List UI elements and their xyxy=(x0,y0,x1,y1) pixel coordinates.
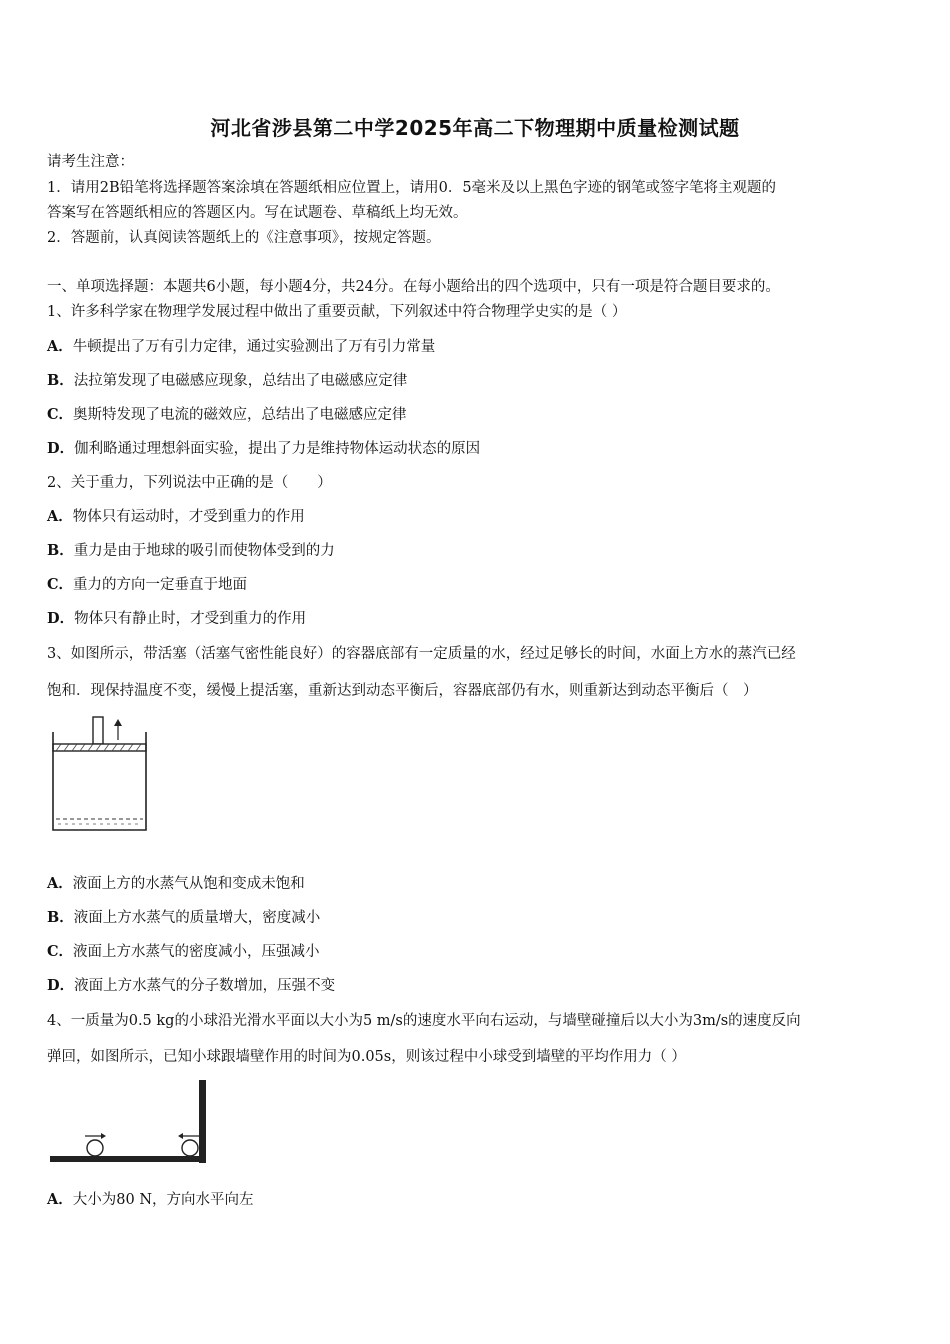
notice-item: 1．请用2B铅笔将选择题答案涂填在答题纸相应位置上，请用0．5毫米及以上黑色字迹的钢笔或签字笔将主观题的 xyxy=(47,180,777,196)
wall xyxy=(199,1080,206,1163)
option-text: 物体只有静止时，才受到重力的作用 xyxy=(74,611,307,627)
option-text: 液面上方水蒸气的质量增大，密度减小 xyxy=(73,910,321,926)
option-b xyxy=(47,371,917,391)
option-text: 液面上方水蒸气的分子数增加，压强不变 xyxy=(74,978,336,994)
notice-item: 答案写在答题纸相应的答题区内。写在试题卷、草稿纸上均无效。 xyxy=(47,205,468,221)
option-letter: B． xyxy=(47,372,74,389)
ball-rebound xyxy=(182,1140,198,1156)
section-heading: 一、单项选择题：本题共6小题，每小题4分，共24分。在每小题给出的四个选项中，只有一项是符合题目要求的。 xyxy=(47,279,780,295)
option-a xyxy=(47,507,917,527)
option-d xyxy=(47,976,917,996)
piston-container-diagram xyxy=(50,712,150,838)
option-text: 奥斯特发现了电流的磁效应，总结出了电磁感应定律 xyxy=(73,407,407,423)
option-letter: B． xyxy=(47,542,74,559)
option-letter: C． xyxy=(47,576,74,593)
option-a xyxy=(47,337,917,357)
option-c xyxy=(47,405,917,425)
option-text: 法拉第发现了电磁感应现象，总结出了电磁感应定律 xyxy=(73,373,408,389)
notice-heading: 请考生注意： xyxy=(47,154,134,170)
left-arrow-head-icon xyxy=(178,1133,183,1139)
piston-rod xyxy=(93,717,103,744)
option-a xyxy=(47,874,917,894)
option-text: 伽利略通过理想斜面实验，提出了力是维持物体运动状态的原因 xyxy=(74,441,481,457)
option-letter: A． xyxy=(47,508,73,525)
notice-item: 2．答题前，认真阅读答题纸上的《注意事项》，按规定答题。 xyxy=(47,230,441,246)
question-3-stem: 3、如图所示，带活塞（活塞气密性能良好）的容器底部有一定质量的水，经过足够长的时间，水面上方水的蒸汽已经 xyxy=(47,646,796,662)
option-c xyxy=(47,575,917,595)
option-d xyxy=(47,439,917,459)
floor xyxy=(50,1156,206,1162)
option-letter: D． xyxy=(47,977,75,994)
option-letter: C． xyxy=(47,406,74,423)
option-b xyxy=(47,541,917,561)
option-text: 牛顿提出了万有引力定律，通过实验测出了万有引力常量 xyxy=(72,339,436,355)
page-title: 河北省涉县第二中学2025年高二下物理期中质量检测试题 xyxy=(210,116,740,140)
option-letter: C． xyxy=(47,943,74,960)
option-text: 大小为80 N，方向水平向左 xyxy=(72,1192,254,1208)
option-letter: D． xyxy=(47,440,75,457)
question-1-stem: 1、许多科学家在物理学发展过程中做出了重要贡献，下列叙述中符合物理学史实的是（ ） xyxy=(47,304,627,320)
option-text: 液面上方的水蒸气从饱和变成未饱和 xyxy=(72,876,305,892)
option-text: 重力的方向一定垂直于地面 xyxy=(73,577,248,593)
option-text: 物体只有运动时，才受到重力的作用 xyxy=(72,509,305,525)
option-letter: B． xyxy=(47,909,74,926)
option-d xyxy=(47,609,917,629)
option-letter: A． xyxy=(47,875,73,892)
option-text: 液面上方水蒸气的密度减小，压强减小 xyxy=(73,944,320,960)
question-3-stem-cont: 饱和．现保持温度不变，缓慢上提活塞，重新达到动态平衡后，容器底部仍有水，则重新达到动态平衡后（ ） xyxy=(47,683,758,699)
option-text: 重力是由于地球的吸引而使物体受到的力 xyxy=(73,543,335,559)
up-arrow-head-icon xyxy=(114,719,122,726)
option-c xyxy=(47,942,917,962)
ball-incoming xyxy=(87,1140,103,1156)
question-4-stem: 4、一质量为0.5 kg的小球沿光滑水平面以大小为5 m/s的速度水平向右运动，与墙壁碰撞后以大小为3m/s的速度反向 xyxy=(47,1013,801,1029)
option-a xyxy=(47,1190,917,1210)
question-4-stem-cont: 弹回，如图所示，已知小球跟墙壁作用的时间为0.05s，则该过程中小球受到墙壁的平均作用力（ ） xyxy=(47,1049,686,1065)
option-letter: A． xyxy=(47,338,73,355)
option-b xyxy=(47,908,917,928)
question-2-stem: 2、关于重力，下列说法中正确的是（ ） xyxy=(47,475,332,491)
right-arrow-head-icon xyxy=(101,1133,106,1139)
option-letter: D． xyxy=(47,610,75,627)
ball-wall-diagram xyxy=(48,1078,213,1166)
option-letter: A． xyxy=(47,1191,73,1208)
